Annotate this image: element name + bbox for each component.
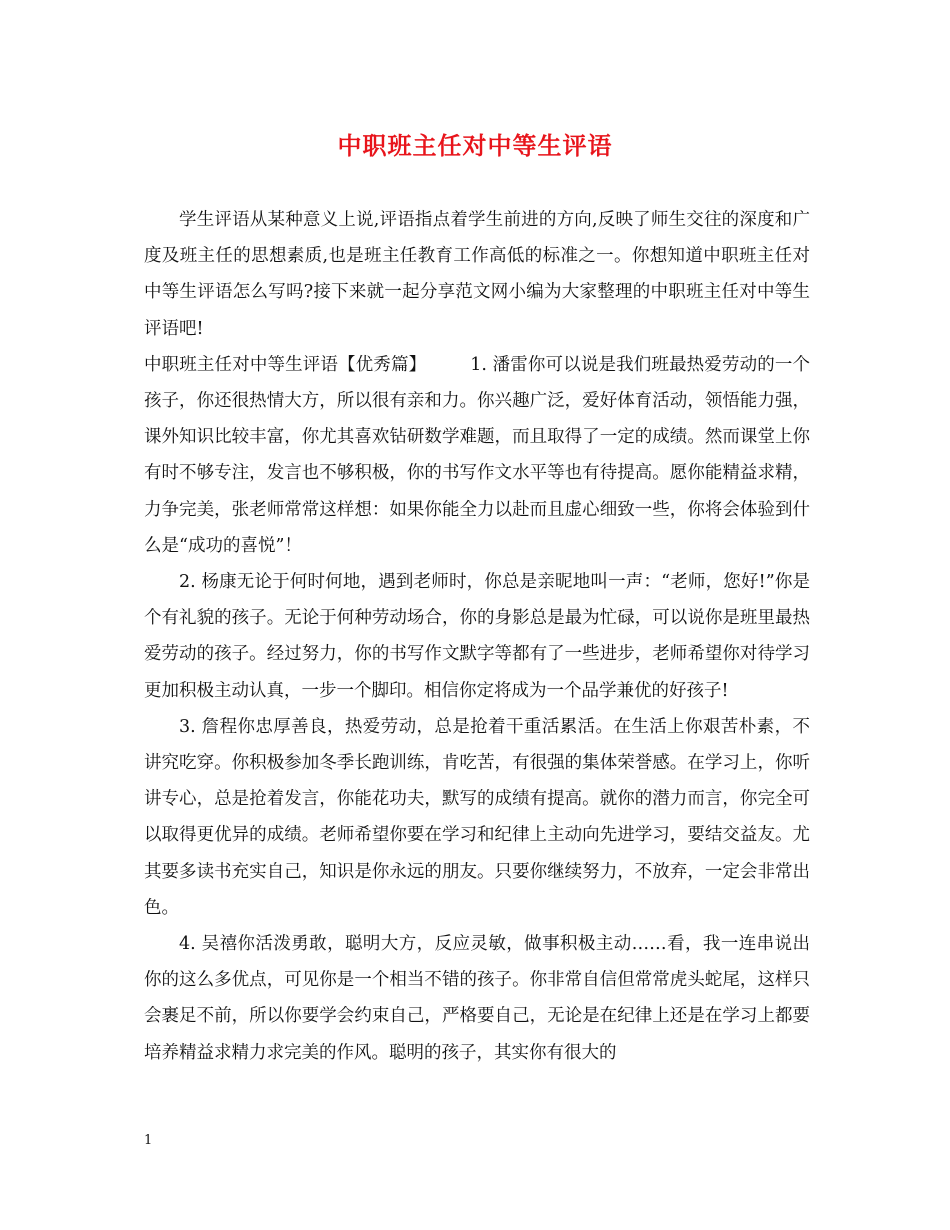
section-heading: 中职班主任对中等生评语【优秀篇】: [144, 354, 427, 375]
section-paragraph: [144, 347, 810, 564]
comment-item-1: 1. 潘雷你可以说是我们班最热爱劳动的一个孩子，你还很热情大方，所以很有亲和力。你兴趣广泛，爱好体育活动，领悟能力强，课外知识比较丰富，你尤其喜欢钻研数学难题，而且取得了一定的成绩。然而课堂上你有时不够专注，发言也不够积极，你的书写作文水平等也有待提高。愿你能精益求精，力争完美，张老师常常这样想：如果你能全力以赴而且虚心细致一些，你将会体验到什么是“成功的喜悦”！: [144, 354, 810, 556]
intro-paragraph: 学生评语从某种意义上说,评语指点着学生前进的方向,反映了师生交往的深度和广度及班主任的思想素质,也是班主任教育工作高低的标准之一。你想知道中职班主任对中等生评语怎么写吗?接下来就一起分享范文网小编为大家整理的中职班主任对中等生评语吧!: [144, 210, 810, 339]
document-title: 中职班主任对中等生评语: [337, 132, 613, 160]
comment-item-4: 4. 吴禧你活泼勇敢，聪明大方，反应灵敏，做事积极主动……看，我一连串说出你的这么多优点，可见你是一个相当不错的孩子。你非常自信但常常虎头蛇尾，这样只会裹足不前，所以你要学会约束自己，严格要自己，无论是在纪律上还是在学习上都要培养精益求精力求完美的作风。聪明的孩子，其实你有很大的: [144, 934, 810, 1063]
comment-item-2: 2. 杨康无论于何时何地，遇到老师时，你总是亲昵地叫一声：“老师，您好!”你是个有礼貌的孩子。无论于何种劳动场合，你的身影总是最为忙碌，可以说你是班里最热爱劳动的孩子。经过努力，你的书写作文默字等都有了一些进步，老师希望你对待学习更加积极主动认真，一步一个脚印。相信你定将成为一个品学兼优的好孩子!: [144, 572, 810, 701]
comment-item-3: 3. 詹程你忠厚善良，热爱劳动，总是抢着干重活累活。在生活上你艰苦朴素，不讲究吃穿。你积极参加冬季长跑训练，肯吃苦，有很强的集体荣誉感。在学习上，你听讲专心，总是抢着发言，你能花功夫，默写的成绩有提高。就你的潜力而言，你完全可以取得更优异的成绩。老师希望你要在学习和纪律上主动向先进学习，要结交益友。尤其要多读书充实自己，知识是你永远的朋友。只要你继续努力，不放弃，一定会非常出色。: [144, 716, 810, 918]
document-body: [144, 202, 810, 1071]
page-number: 1: [144, 1133, 153, 1148]
